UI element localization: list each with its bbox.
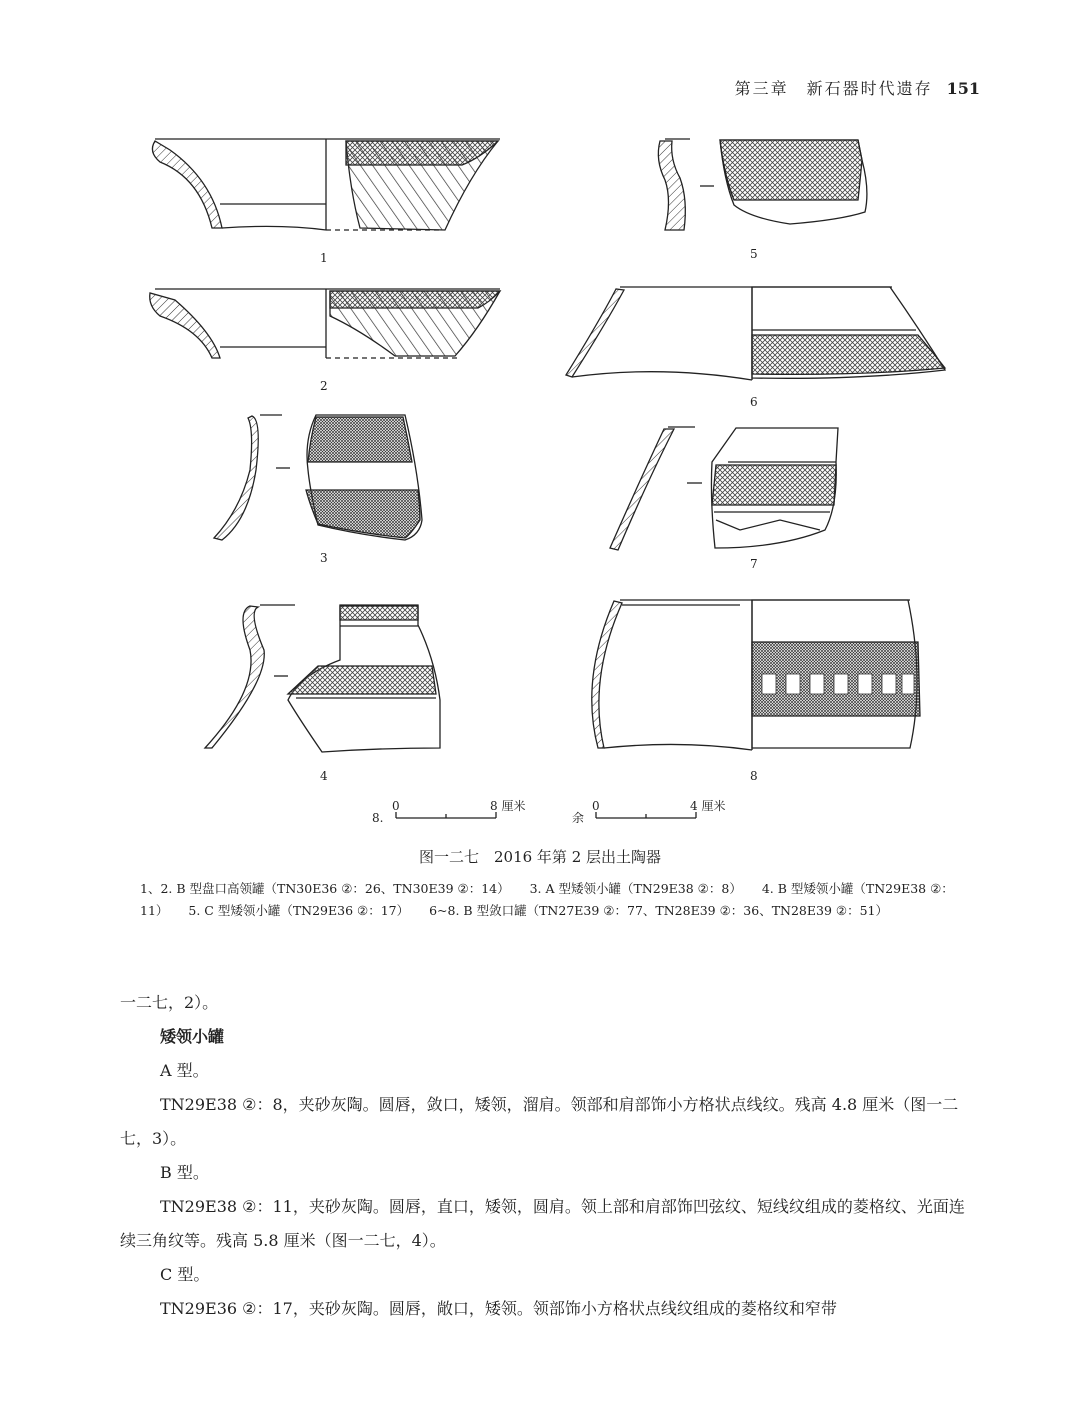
pottery-drawing-5 <box>658 139 867 230</box>
scale-end-2: 4 厘米 <box>690 799 726 813</box>
figure-title: 图一二七 2016 年第 2 层出土陶器 <box>418 848 662 866</box>
scale-bar-4cm <box>596 812 696 818</box>
paragraph: TN29E38 ②：11，夹砂灰陶。圆唇，直口，矮领，圆肩。领上部和肩部饰凹弦纹、短线纹组成的菱格纹、光面连续三角纹等。残高 5.8 厘米（图一二七，4）。 <box>120 1197 965 1250</box>
caption-line: 3. A 型矮领小罐（TN29E38 ②：8） <box>529 881 742 896</box>
item-label-7: 7 <box>750 557 758 571</box>
type-heading: B 型。 <box>160 1163 209 1182</box>
pottery-drawing-2 <box>150 289 500 358</box>
paragraph: 一二七，2）。 <box>120 993 219 1012</box>
pottery-drawing-7 <box>610 427 838 550</box>
pottery-drawing-4 <box>205 605 440 752</box>
pottery-drawing-6 <box>566 287 945 380</box>
item-label-4: 4 <box>320 769 328 783</box>
pottery-drawing-8 <box>592 600 920 750</box>
section-heading: 矮领小罐 <box>160 1027 225 1046</box>
type-heading: C 型。 <box>160 1265 210 1284</box>
scale-prefix-2: 余 <box>572 811 585 825</box>
body-text <box>120 986 980 1326</box>
caption-line: 6~8. B 型敛口罐（TN27E39 ②：77、TN28E39 ②：36、TN28E39 ②：51） <box>429 903 888 918</box>
item-label-8: 8 <box>750 769 758 783</box>
caption-line: 4. B 型矮领小罐（TN29E38 ②：11） <box>140 881 954 918</box>
type-heading: A 型。 <box>160 1061 209 1080</box>
caption-line: 1、2. B 型盘口高领罐（TN30E36 ②：26、TN30E39 ②：14） <box>140 881 510 896</box>
caption-line: 5. C 型矮领小罐（TN29E36 ②：17） <box>188 903 410 918</box>
figure-caption <box>140 878 970 922</box>
chapter-title: 第三章 新石器时代遗存 <box>734 79 933 98</box>
scale-end-1: 8 厘米 <box>490 799 526 813</box>
item-label-3: 3 <box>320 551 328 565</box>
pottery-drawing-1 <box>152 139 500 230</box>
pottery-drawing-3 <box>214 415 422 540</box>
scale-prefix-1: 8. <box>372 811 384 825</box>
scale-bar-8cm <box>396 812 496 818</box>
paragraph: TN29E38 ②：8，夹砂灰陶。圆唇，敛口，矮领，溜肩。领部和肩部饰小方格状点线纹。残高 4.8 厘米（图一二七，3）。 <box>120 1095 959 1148</box>
item-label-1: 1 <box>320 251 328 265</box>
page-number: 151 <box>946 79 980 98</box>
item-label-5: 5 <box>750 247 758 261</box>
item-label-2: 2 <box>320 379 328 393</box>
item-label-6: 6 <box>750 395 758 409</box>
scale-zero-2: 0 <box>592 799 600 813</box>
scale-zero-1: 0 <box>392 799 400 813</box>
paragraph: TN29E36 ②：17，夹砂灰陶。圆唇，敞口，矮领。领部饰小方格状点线纹组成的菱格纹和窄带 <box>160 1299 837 1318</box>
